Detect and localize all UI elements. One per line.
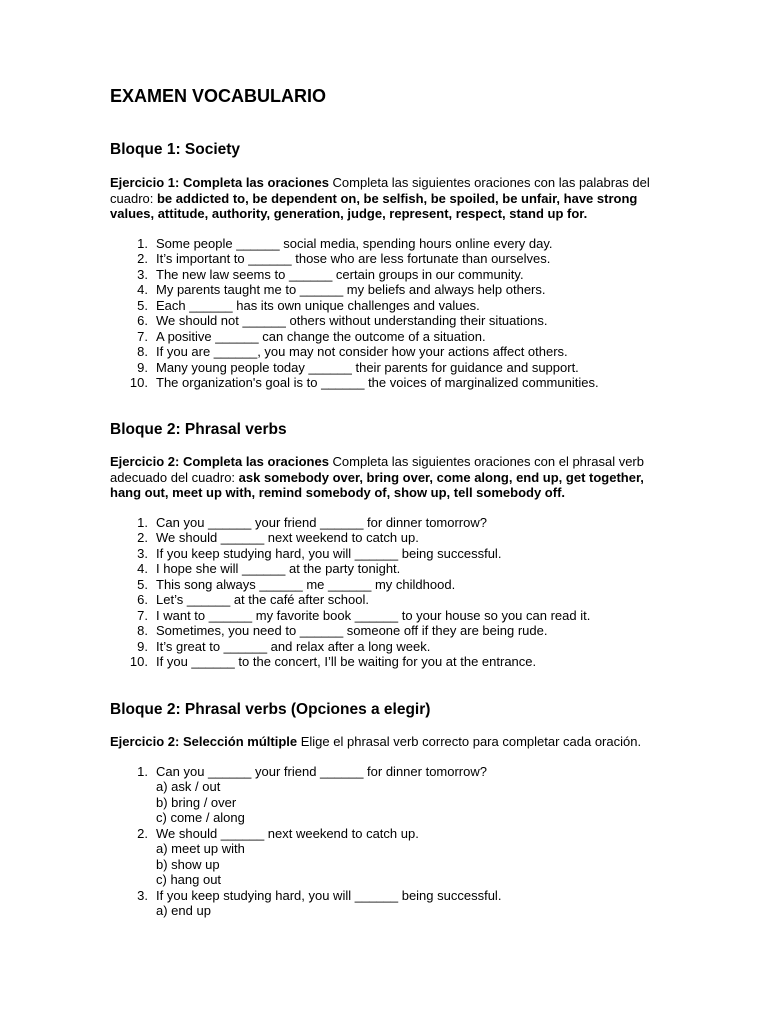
item-number: 2.	[137, 251, 148, 267]
item-text: Each ______ has its own unique challenges and values.	[156, 297, 480, 313]
item-number: 4.	[137, 561, 148, 577]
item-number: 3.	[137, 266, 148, 282]
section-bloque-2	[110, 420, 650, 670]
item-number: 5.	[137, 297, 148, 313]
item-text: Sometimes, you need to ______ someone off if they are being rude.	[156, 623, 548, 639]
list-item	[110, 313, 650, 329]
answer-option: a) meet up with	[156, 841, 245, 857]
item-text: Some people ______ social media, spending hours online every day.	[156, 235, 553, 251]
item-text: If you are ______, you may not consider how your actions affect others.	[156, 344, 568, 360]
exercise-instructions	[110, 454, 650, 501]
item-number: 4.	[137, 282, 148, 298]
exercise-word-bank: be addicted to, be dependent on, be selfish, be spoiled, be unfair, have strong values, attitude, authority, generation, judge, represent, respect, stand up for.	[110, 190, 638, 222]
page-title: EXAMEN VOCABULARIO	[110, 86, 327, 106]
exercise-instructions	[110, 175, 650, 222]
list-item	[110, 623, 650, 639]
answer-option: a) ask / out	[156, 779, 221, 795]
item-number: 9.	[137, 359, 148, 375]
section-heading: Bloque 2: Phrasal verbs (Opciones a elegir)	[110, 701, 431, 718]
item-number: 2.	[137, 530, 148, 546]
list-item	[110, 360, 650, 376]
item-number: 5.	[137, 576, 148, 592]
answer-option: b) show up	[156, 856, 220, 872]
list-item	[110, 375, 650, 391]
item-text: The new law seems to ______ certain groups in our community.	[156, 266, 524, 282]
item-number: 6.	[137, 592, 148, 608]
list-item	[110, 251, 650, 267]
list-item	[110, 329, 650, 345]
list-item	[110, 515, 650, 531]
item-number: 3.	[137, 887, 148, 903]
exercise-instructions	[110, 734, 650, 750]
item-number: 2.	[137, 825, 148, 841]
item-number: 6.	[137, 313, 148, 329]
list-item	[110, 546, 650, 562]
exercise-list	[110, 764, 650, 919]
item-text: Can you ______ your friend ______ for dinner tomorrow?	[156, 514, 487, 530]
section-heading: Bloque 2: Phrasal verbs	[110, 421, 287, 438]
item-text: I want to ______ my favorite book ______ to your house so you can read it.	[156, 607, 591, 623]
section-bloque-1	[110, 140, 650, 391]
exercise-text: Completa las siguientes oraciones con las palabras del cuadro:	[110, 175, 650, 206]
item-text: This song always ______ me ______ my childhood.	[156, 576, 456, 592]
list-item	[110, 639, 650, 655]
list-item	[110, 826, 650, 888]
item-text: If you keep studying hard, you will ______ being successful.	[156, 545, 502, 561]
item-number: 3.	[137, 545, 148, 561]
list-item	[110, 267, 650, 283]
item-text: It’s important to ______ those who are less fortunate than ourselves.	[156, 251, 551, 267]
exercise-text: Completa las siguientes oraciones con el phrasal verb adecuado del cuadro:	[110, 454, 644, 485]
list-item	[110, 236, 650, 252]
item-text: I hope she will ______ at the party tonight.	[156, 561, 401, 577]
item-text: If you ______ to the concert, I’ll be waiting for you at the entrance.	[156, 654, 537, 670]
item-number: 10.	[129, 654, 148, 670]
list-item	[110, 344, 650, 360]
item-text: A positive ______ can change the outcome of a situation.	[156, 328, 486, 344]
exercise-list	[110, 236, 650, 391]
section-bloque-2-opciones	[110, 700, 650, 919]
exercise-list	[110, 515, 650, 670]
list-item	[110, 608, 650, 624]
list-item	[110, 282, 650, 298]
item-number: 1.	[137, 514, 148, 530]
exercise-lead: Ejercicio 2: Selección múltiple	[110, 734, 298, 749]
list-item	[110, 592, 650, 608]
item-text: If you keep studying hard, you will ______ being successful.	[156, 887, 502, 903]
answer-option: c) hang out	[156, 872, 222, 888]
list-item	[110, 888, 650, 919]
item-number: 1.	[137, 235, 148, 251]
item-text: We should ______ next weekend to catch up.	[156, 825, 419, 841]
list-item	[110, 298, 650, 314]
item-number: 7.	[137, 607, 148, 623]
item-text: We should ______ next weekend to catch up.	[156, 530, 419, 546]
list-item	[110, 654, 650, 670]
item-number: 7.	[137, 328, 148, 344]
item-number: 8.	[137, 344, 148, 360]
list-item	[110, 530, 650, 546]
item-text: It’s great to ______ and relax after a long week.	[156, 638, 431, 654]
list-item	[110, 577, 650, 593]
item-number: 1.	[137, 763, 148, 779]
section-heading: Bloque 1: Society	[110, 141, 241, 158]
item-number: 10.	[129, 375, 148, 391]
item-text: Can you ______ your friend ______ for dinner tomorrow?	[156, 763, 487, 779]
item-number: 9.	[137, 638, 148, 654]
exercise-text: Elige el phrasal verb correcto para completar cada oración.	[297, 734, 642, 749]
exercise-lead: Ejercicio 2: Completa las oraciones	[110, 454, 329, 469]
answer-option: b) bring / over	[156, 794, 237, 810]
item-number: 8.	[137, 623, 148, 639]
item-text: We should not ______ others without understanding their situations.	[156, 313, 548, 329]
list-item	[110, 764, 650, 826]
item-text: The organization's goal is to ______ the voices of marginalized communities.	[156, 375, 599, 391]
item-text: Many young people today ______ their parents for guidance and support.	[156, 359, 579, 375]
answer-option: c) come / along	[156, 810, 245, 826]
list-item	[110, 561, 650, 577]
item-text: My parents taught me to ______ my beliefs and always help others.	[156, 282, 546, 298]
exercise-word-bank: ask somebody over, bring over, come along, end up, get together, hang out, meet up with, remind somebody of, show up, tell somebody off.	[110, 469, 644, 501]
answer-option: a) end up	[156, 903, 211, 919]
item-text: Let’s ______ at the café after school.	[156, 592, 369, 608]
exercise-lead: Ejercicio 1: Completa las oraciones	[110, 175, 329, 190]
